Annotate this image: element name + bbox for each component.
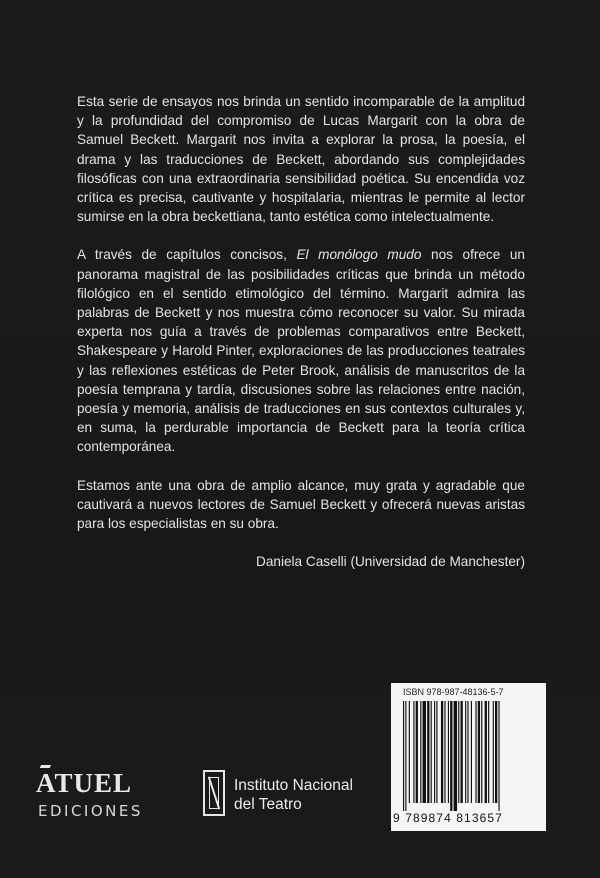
paragraph-1: Esta serie de ensayos nos brinda un sentido incomparable de la amplitud y la profundidad del compromiso de Lucas Margarit con la obra de Samuel Beckett. Margarit nos invita a explorar la prosa, la poesía, el drama y las traducciones de Beckett, abordando sus complejidades filosóficas con una extraordinaria sensibilidad poética. Su encendida voz crítica es precisa, cautivante y hospitalaria, mientras le permite al lector sumirse en la obra beckettiana, tanto estética como intelectualmente.	[77, 94, 525, 225]
barcode-bars-icon	[403, 701, 539, 811]
barcode	[391, 683, 546, 831]
int-name-line1: Instituto Nacional	[234, 777, 353, 794]
atuel-subtitle: EDICIONES	[38, 802, 143, 820]
blurb-text	[77, 92, 525, 590]
paragraph-3: Estamos ante una obra de amplio alcance, muy grata y agradable que cautivará a nuevos lectores de Samuel Beckett y ofrecerá nuevas aristas para los especialistas en su obra.	[77, 477, 525, 532]
book-title: El monólogo mudo	[296, 247, 422, 263]
atuel-logo	[36, 768, 156, 828]
int-name-line2: del Teatro	[234, 796, 302, 813]
isbn-label: ISBN 978-987-48136-5-7	[403, 687, 504, 697]
blurb-author: Daniela Caselli (Universidad de Manchester)	[256, 554, 525, 570]
barcode-number: 9 789874 813657	[393, 811, 503, 825]
int-emblem-icon	[203, 770, 225, 816]
atuel-name: ATUEL	[36, 768, 133, 798]
int-logo	[203, 770, 383, 825]
paragraph-2: A través de capítulos concisos, El monólogo mudo nos ofrece un panorama magistral de las posibilidades críticas que brinda un método filológico en el sentido etimológico del término. Margarit admira las palabras de Beckett y nos muestra cómo reconocer su valor. Su mirada experta nos guía a través de problemas comparativos entre Beckett, Shakespeare y Harold Pinter, exploraciones de las producciones teatrales y las reflexiones estéticas de Peter Brook, análisis de manuscritos de la poesía temprana y tardía, discusiones sobre las relaciones entre nación, poesía y memoria, análisis de traducciones en sus contextos culturales y, en suma, la perdurable importancia de Beckett para la teoría crítica contemporánea.	[77, 247, 525, 455]
